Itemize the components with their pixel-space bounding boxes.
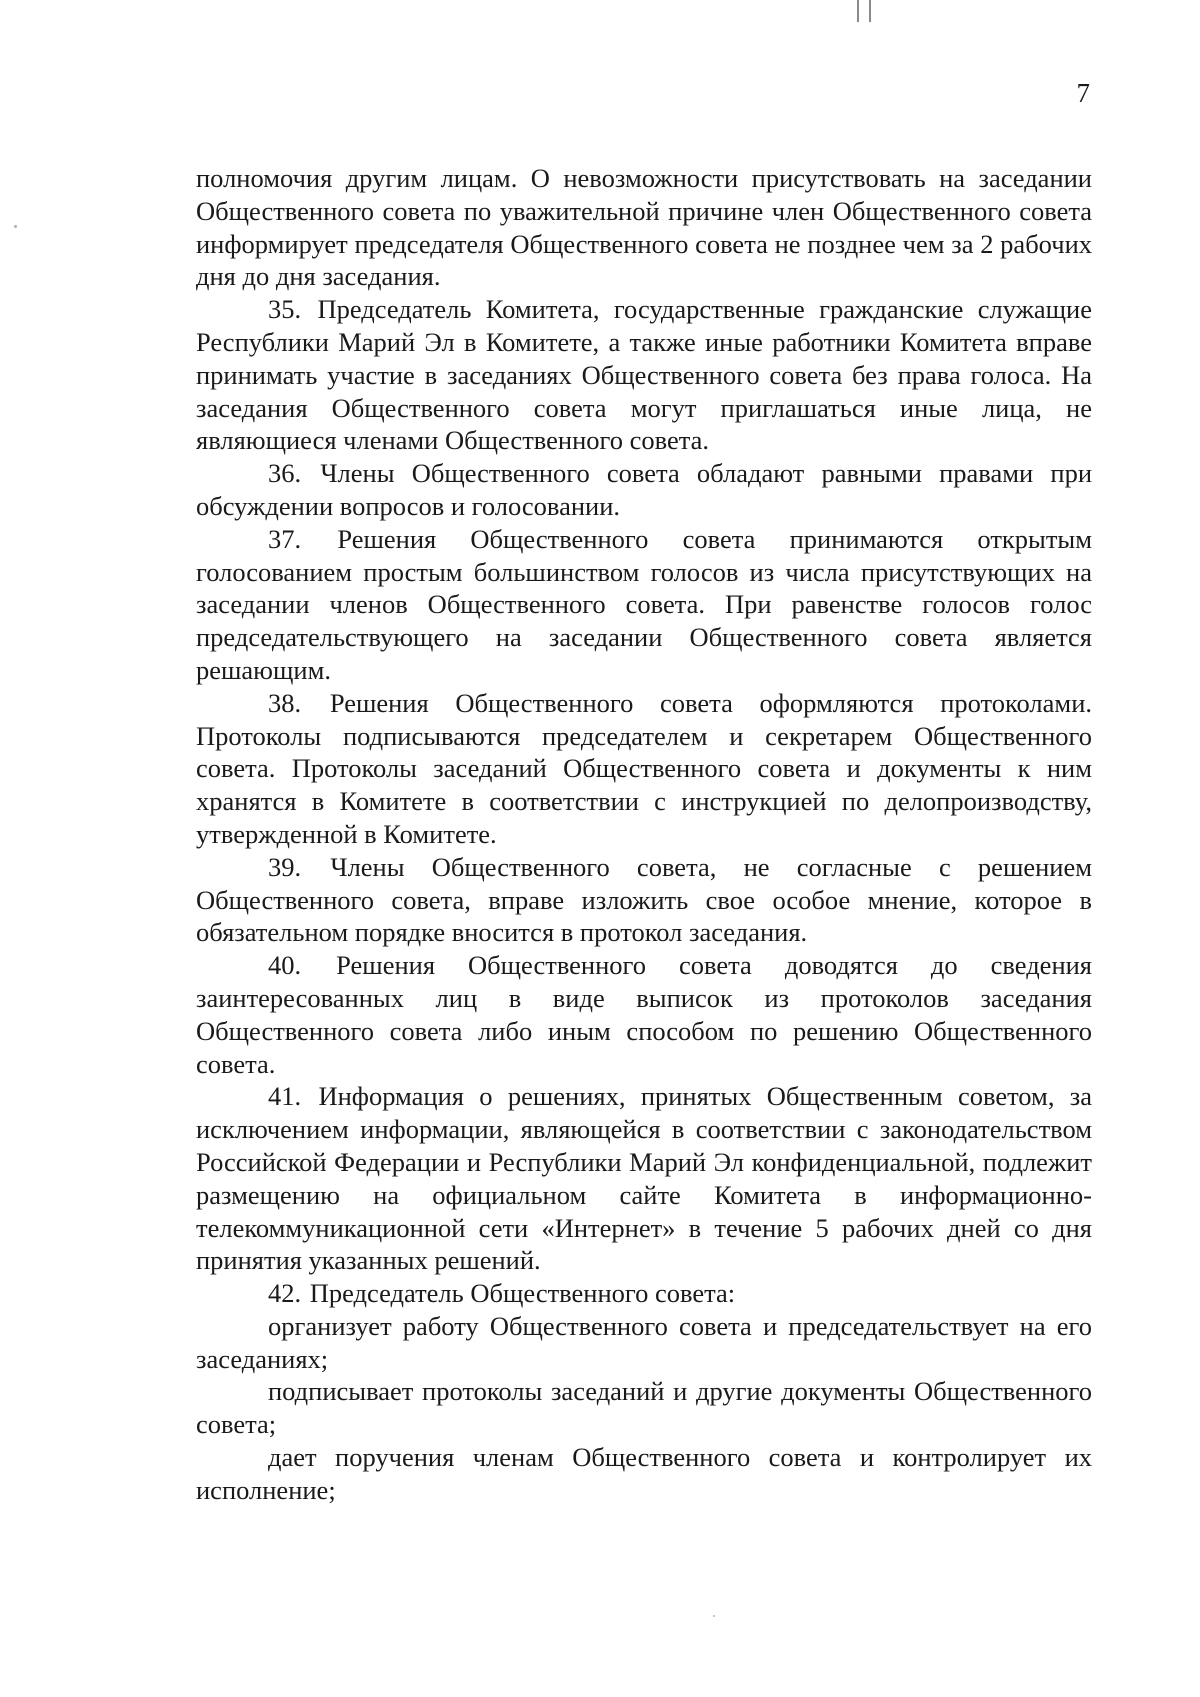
clause-text: Решения Общественного совета оформляются протоколами. Протоколы подписываются председателем и секретарем Общественного совета. Протоколы заседаний Общественного совета и документы к ним хранятся в Комитете в соответствии с инструкцией по делопроизводству, утвержденной в Комитете. [196, 687, 1092, 849]
page-number: 7 [1076, 78, 1090, 108]
clause-42 [196, 1277, 1092, 1310]
clause-text: Информация о решениях, принятых Общественным советом, за исключением информации, являющейся в соответствии с законодательством Российской Федерации и Республики Марий Эл конфиденциальной, подлежит размещению на официальном сайте Комитета в информационно-телекоммуникационной сети «Интернет» в течение 5 рабочих дней со дня принятия указанных решений. [196, 1081, 1093, 1276]
clause-number: 35. [268, 294, 302, 325]
clause-text: Члены Общественного совета, не согласные с решением Общественного совета, вправе изложить свое особое мнение, которое в обязательном порядке вносится в протокол заседания. [196, 851, 1093, 948]
scan-artifact-mark [869, 0, 871, 22]
clause-35 [196, 293, 1092, 457]
duty-item: подписывает протоколы заседаний и другие документы Общественного совета; [196, 1376, 1092, 1440]
scan-speck [14, 225, 17, 228]
clause-text: Председатель Общественного совета: [309, 1278, 736, 1309]
clause-number: 40. [268, 950, 302, 981]
clause-number: 42. [268, 1278, 302, 1309]
clause-40 [196, 949, 1092, 1080]
duty-item: организует работу Общественного совета и председательствует на его заседаниях; [196, 1310, 1092, 1374]
clause-text: Члены Общественного совета обладают равными правами при обсуждении вопросов и голосовании. [196, 458, 1092, 521]
clause-number: 37. [268, 523, 302, 554]
clause-39 [196, 851, 1092, 949]
clause-37 [196, 523, 1092, 687]
clause-number: 39. [268, 851, 302, 882]
clause-38 [196, 687, 1092, 851]
clause-number: 38. [268, 687, 302, 718]
document-body [196, 162, 1092, 1507]
clause-number: 36. [268, 458, 302, 489]
scan-artifact-mark [857, 0, 859, 22]
clause-36 [196, 457, 1092, 523]
clause-text: Решения Общественного совета доводятся до сведения заинтересованных лиц в виде выписок из протоколов заседания Общественного совета либо иным способом по решению Общественного совета. [196, 950, 1092, 1079]
clause-number: 41. [268, 1081, 302, 1112]
clause-text: Председатель Комитета, государственные гражданские служащие Республики Марий Эл в Комитете, а также иные работники Комитета вправе принимать участие в заседаниях Общественного совета без права голоса. На заседания Общественного совета могут приглашаться иные лица, не являющиеся членами Общественного совета. [196, 294, 1093, 456]
clause-text: Решения Общественного совета принимаются открытым голосованием простым большинством голосов из числа присутствующих на заседании членов Общественного совета. При равенстве голосов голос председательствующего на заседании Общественного совета является решающим. [196, 523, 1092, 685]
clause-41 [196, 1080, 1092, 1277]
scan-speck [713, 1615, 715, 1617]
duty-item: дает поручения членам Общественного совета и контролирует их исполнение; [196, 1442, 1092, 1505]
paragraph-continuation: полномочия другим лицам. О невозможности присутствовать на заседании Общественного совета по уважительной причине член Общественного совета информирует председателя Общественного совета не позднее чем за 2 рабочих дня до дня заседания. [196, 163, 1092, 292]
